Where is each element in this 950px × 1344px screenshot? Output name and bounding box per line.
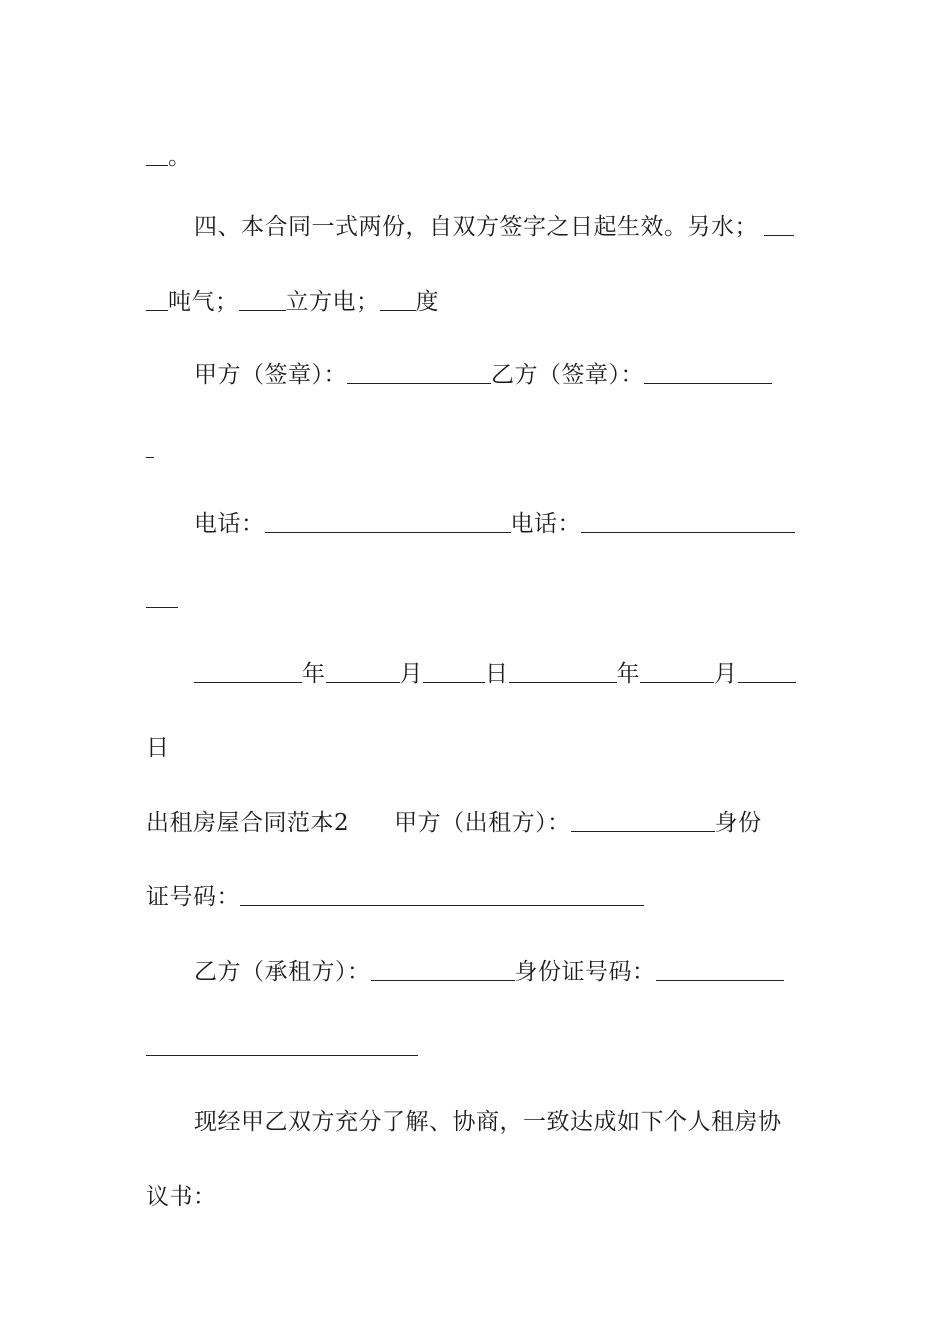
party-b-day-field[interactable] <box>738 660 796 683</box>
month-label: 月 <box>399 661 423 687</box>
blank-field[interactable] <box>146 143 168 166</box>
agreement-intro-text-cont: 议书： <box>146 1184 217 1210</box>
utility-readings <box>146 285 806 319</box>
party-a-month-field[interactable] <box>326 660 400 683</box>
tenant-name-field[interactable] <box>371 958 515 981</box>
signature-line <box>194 358 806 392</box>
landlord-label: 甲方（出租方）： <box>394 810 571 836</box>
gas-unit-text: 立方电； <box>285 289 380 315</box>
landlord-id-line <box>146 880 806 914</box>
water-reading-blank[interactable] <box>764 213 794 236</box>
tenant-id-field-cont[interactable] <box>146 1033 418 1056</box>
water-unit-text: 吨气； <box>168 289 239 315</box>
agreement-intro-text: 现经甲乙双方充分了解、协商，一致达成如下个人租房协 <box>194 1109 782 1135</box>
landlord-name-field[interactable] <box>571 809 715 832</box>
tenant-line <box>194 955 806 989</box>
party-a-year-field[interactable] <box>194 660 302 683</box>
party-a-signature-label: 甲方（签章）： <box>194 362 347 388</box>
id-number-label: 身份 <box>714 810 762 836</box>
tenant-label: 乙方（承租方）： <box>194 959 371 985</box>
party-b-phone-label: 电话： <box>510 511 581 537</box>
party-b-phone-field-cont[interactable] <box>146 585 178 608</box>
tenant-id-field[interactable] <box>656 958 784 981</box>
tenant-id-cont <box>146 1030 806 1064</box>
tenant-id-label: 身份证号码： <box>514 959 656 985</box>
party-b-year-field[interactable] <box>509 660 617 683</box>
party-a-phone-field[interactable] <box>265 510 511 533</box>
line-water-end <box>146 140 806 174</box>
agreement-intro <box>194 1105 806 1139</box>
gas-reading-blank[interactable] <box>239 288 286 311</box>
party-b-phone-field[interactable] <box>581 510 795 533</box>
date-line <box>194 657 806 691</box>
day-label: 日 <box>146 735 170 761</box>
party-a-phone-label: 电话： <box>194 511 265 537</box>
party-b-month-field[interactable] <box>640 660 714 683</box>
clause-four-text: 四、本合同一式两份，自双方签字之日起生效。另水； <box>194 214 758 240</box>
month-label: 月 <box>714 661 738 687</box>
year-label: 年 <box>302 661 326 687</box>
water-reading-blank-cont[interactable] <box>146 288 168 311</box>
id-number-label-cont: 证号码： <box>146 884 240 910</box>
contract-two-header <box>146 806 806 840</box>
line-text: 。 <box>168 144 192 170</box>
party-a-signature-field[interactable] <box>347 361 491 384</box>
contract-title: 出租房屋合同范本2 <box>146 810 350 836</box>
party-b-signature-field-cont[interactable] <box>146 435 154 458</box>
phone-line <box>194 507 806 541</box>
party-a-day-field[interactable] <box>423 660 485 683</box>
party-b-signature-label: 乙方（签章）： <box>491 362 644 388</box>
date-line-cont <box>146 731 806 765</box>
year-label: 年 <box>616 661 640 687</box>
agreement-intro-cont <box>146 1180 806 1214</box>
party-b-signature-field[interactable] <box>644 361 772 384</box>
landlord-id-field[interactable] <box>240 883 644 906</box>
electric-reading-blank[interactable] <box>380 288 416 311</box>
phone-line-cont <box>146 582 806 616</box>
electric-unit-text: 度 <box>415 289 439 315</box>
day-label: 日 <box>485 661 509 687</box>
clause-four <box>194 210 806 244</box>
signature-line-cont <box>146 432 806 466</box>
